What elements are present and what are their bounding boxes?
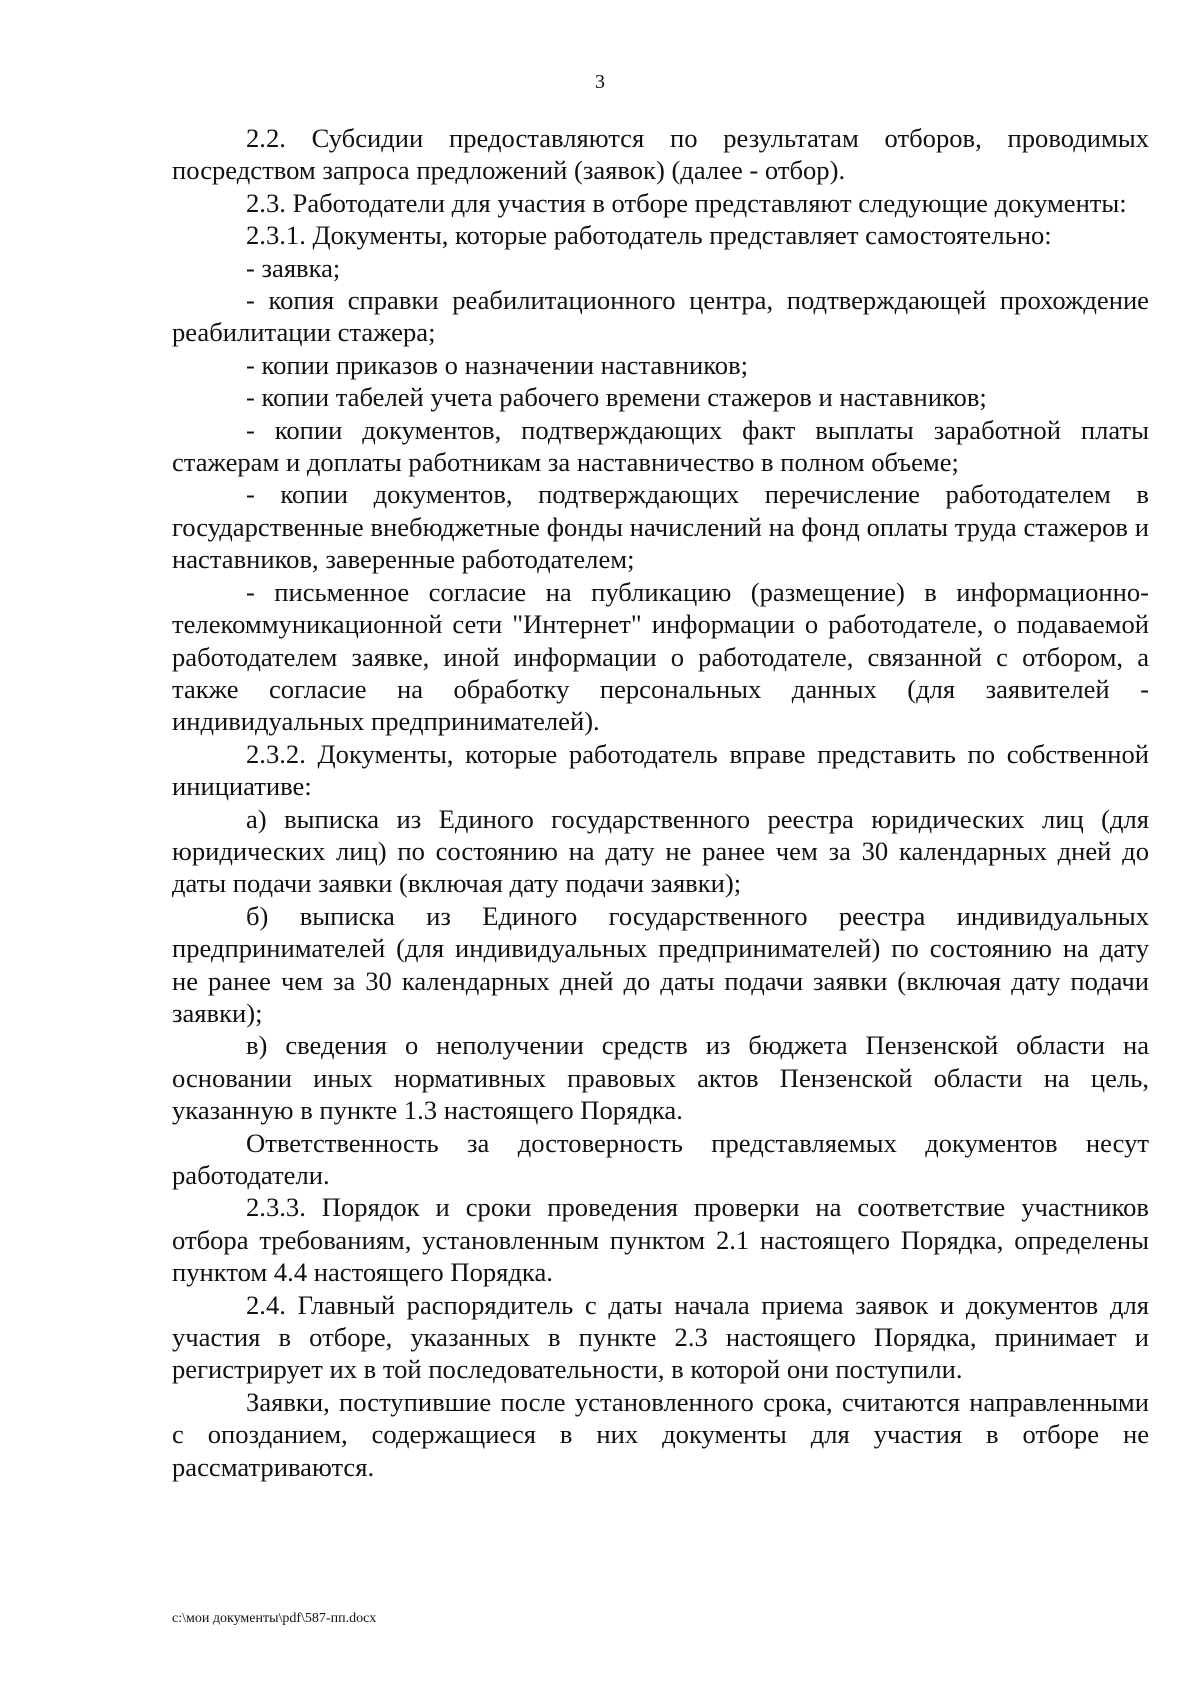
list-item-application: - заявка; [246,252,341,283]
list-item-fund-transfers: - копии документов, подтверждающих перечисление работодателем в государственные внебюджетные фонды начислений на фонд оплаты труда стажеров и наставников, заверенные работодателем; [172,479,1149,575]
paragraph-2-4: 2.4. Главный распорядитель с даты начала приема заявок и документов для участия в отборе, указанных в пункте 2.3 настоящего Порядка, принимает и регистрирует их в той последовательности, в которой они поступили. [172,1289,1149,1385]
list-item-payment-docs: - копии документов, подтверждающих факт выплаты заработной платы стажерам и доплаты работникам за наставничество в полном объеме; [172,414,1149,478]
item-b-entrepreneurs-extract: б) выписка из Единого государственного реестра индивидуальных предпринимателей (для индивидуальных предпринимателей) по состоянию на дату не ранее чем за 30 календарных дней до даты подачи заявки (включая дату подачи заявки); [172,900,1149,1028]
footer-file-path: c:\мои документы\pdf\587-пп.docx [172,1611,377,1626]
paragraph-2-3-1: 2.3.1. Документы, которые работодатель представляет самостоятельно: [246,220,1052,251]
paragraph-responsibility: Ответственность за достоверность представляемых документов несут работодатели. [172,1127,1149,1190]
paragraph-2-3-3: 2.3.3. Порядок и сроки проведения проверки на соответствие участников отбора требованиям, установленным пунктом 2.1 настоящего Порядка, определены пунктом 4.4 настоящего Порядка. [172,1192,1149,1288]
paragraph-2-3: 2.3. Работодатели для участия в отборе представляют следующие документы: [246,187,1127,218]
paragraph-late-applications: Заявки, поступившие после установленного срока, считаются направленными с опозданием, содержащиеся в них документы для участия в отборе не рассматриваются. [172,1386,1149,1482]
page-number: 3 [595,71,605,93]
list-item-mentor-orders: - копии приказов о назначении наставников; [246,349,749,380]
paragraph-2-2: 2.2. Субсидии предоставляются по результатам отборов, проводимых посредством запроса предложений (заявок) (далее - отбор). [172,123,1149,186]
item-v-no-funds-info: в) сведения о неполучении средств из бюджета Пензенской области на основании иных нормативных правовых актов Пензенской области на цель, указанную в пункте 1.3 настоящего Порядка. [172,1030,1149,1126]
list-item-rehab-certificate: - копия справки реабилитационного центра, подтверждающей прохождение реабилитации стажера; [172,285,1149,348]
document-body [172,122,1149,1483]
item-a-legal-entities-extract: а) выписка из Единого государственного реестра юридических лиц (для юридических лиц) по состоянию на дату не ранее чем за 30 календарных дней до даты подачи заявки (включая дату подачи заявки); [172,803,1149,899]
list-item-consent: - письменное согласие на публикацию (размещение) в информационно-телекоммуникационной сети "Интернет" информации о работодателе, о подаваемой работодателем заявке, иной информации о работодателе, связанной с отбором, а также согласие на обработку персональных данных (для заявителей - индивидуальных предпринимателей). [172,576,1149,737]
paragraph-2-3-2: 2.3.2. Документы, которые работодатель вправе представить по собственной инициативе: [172,738,1149,802]
list-item-timesheets: - копии табелей учета рабочего времени стажеров и наставников; [246,382,987,413]
